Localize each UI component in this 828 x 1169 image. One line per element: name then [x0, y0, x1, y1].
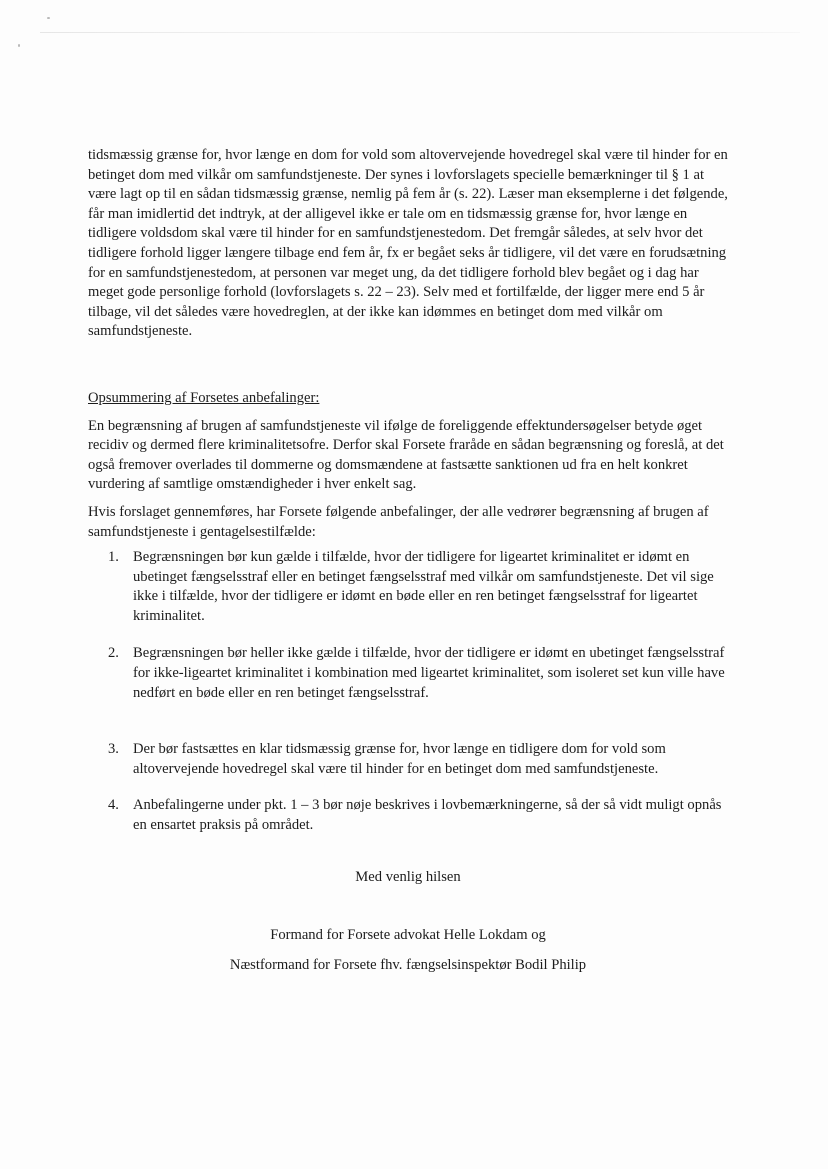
recommendation-item — [88, 796, 728, 835]
recommendation-text: Der bør fastsættes en klar tidsmæssig grænse for, hvor længe en tidligere dom for vold som altovervejende hovedregel skal være til hinder for en betinget dom med samfundstjeneste. — [133, 741, 666, 777]
intro-paragraph: tidsmæssig grænse for, hvor længe en dom for vold som altovervejende hovedregel skal være til hinder for en betinget dom med vilkår om samfundstjeneste. Der synes i lovforslagets specielle bemærkninger til § 1 at være lagt op til en sådan tidsmæssig grænse, nemlig på fem år (s. 22). Læser man eksemplerne i det følgende, får man imidlertid det indtryk, at der alligevel ikke er tale om en tidsmæssig grænse for, hvor længe en tidligere voldsdom skal være til hinder for en samfundstjenestedom. Det fremgår således, at selv hvor det tidligere forhold ligger længere tilbage end fem år, fx er begået seks år tidligere, vil det være en forudsætning for en samfundstjenestedom, at personen var meget ung, da det tidligere forhold blev begået og i dag har meget gode personlige forhold (lovforslagets s. 22 – 23). Selv med et fortilfælde, der ligger mere end 5 år tilbage, vil det således være hovedreglen, at der ikke kan idømmes en betinget dom med vilkår om samfundstjeneste. — [88, 147, 728, 340]
recommendation-text: Begrænsningen bør heller ikke gælde i tilfælde, hvor der tidligere er idømt en ubetinget fængselsstraf for ikke-ligeartet kriminalitet i kombination med ligeartet kriminalitet, som isoleret set kun ville have nedført en bøde eller en ren betinget fængselsstraf. — [133, 645, 725, 701]
recommendation-number: 2. — [108, 645, 119, 662]
recommendation-number: 4. — [108, 797, 119, 814]
recommendation-text: Anbefalingerne under pkt. 1 – 3 bør nøje beskrives i lovbemærkningerne, så der så vidt muligt opnås en ensartet praksis på området. — [133, 797, 722, 834]
recommendation-item — [88, 644, 728, 703]
recommendation-text: Begrænsningen bør kun gælde i tilfælde, hvor der tidligere for ligeartet kriminalitet er idømt en ubetinget fængselsstraf eller en betinget fængselsstraf med vilkår om samfundstjeneste. Det vil sige ikke i tilfælde, hvor der tidligere er idømt en bøde eller en ren betinget fængselsstraf for ligeartet kriminalitet. — [133, 549, 714, 624]
recommendation-number: 3. — [108, 741, 119, 758]
recommendations-intro: Hvis forslaget gennemføres, har Forsete følgende anbefalinger, der alle vedrører begrænsning af brugen af samfundstjeneste i gentagelsestilfælde: — [88, 503, 709, 540]
scan-speck — [47, 17, 50, 19]
document-page — [88, 146, 728, 975]
signatory-vice-chair: Næstformand for Forsete fhv. fængselsinspektør Bodil Philip — [229, 956, 587, 973]
recommendation-number: 1. — [108, 549, 119, 566]
spacer — [88, 342, 728, 389]
recommendations-list — [88, 548, 728, 836]
recommendation-item — [88, 548, 728, 626]
signatory-chair: Formand for Forsete advokat Helle Lokdam og — [270, 927, 546, 944]
recommendation-item — [88, 740, 728, 779]
scan-speck — [18, 44, 20, 47]
scan-artifact-line — [40, 32, 800, 33]
summary-heading: Opsummering af Forsetes anbefalinger: — [88, 389, 320, 406]
closing-greeting: Med venlig hilsen — [355, 868, 461, 885]
summary-paragraph: En begrænsning af brugen af samfundstjeneste vil ifølge de foreliggende effektundersøgelser betyde øget recidiv og dermed flere kriminalitetsofre. Derfor skal Forsete fraråde en sådan begrænsning og foreslå, at det også fremover overlades til dommerne og domsmændene at fastsætte sanktionen ud fra en helt konkret vurdering af samtlige omstændigheder i hver enkelt sag. — [88, 417, 724, 493]
